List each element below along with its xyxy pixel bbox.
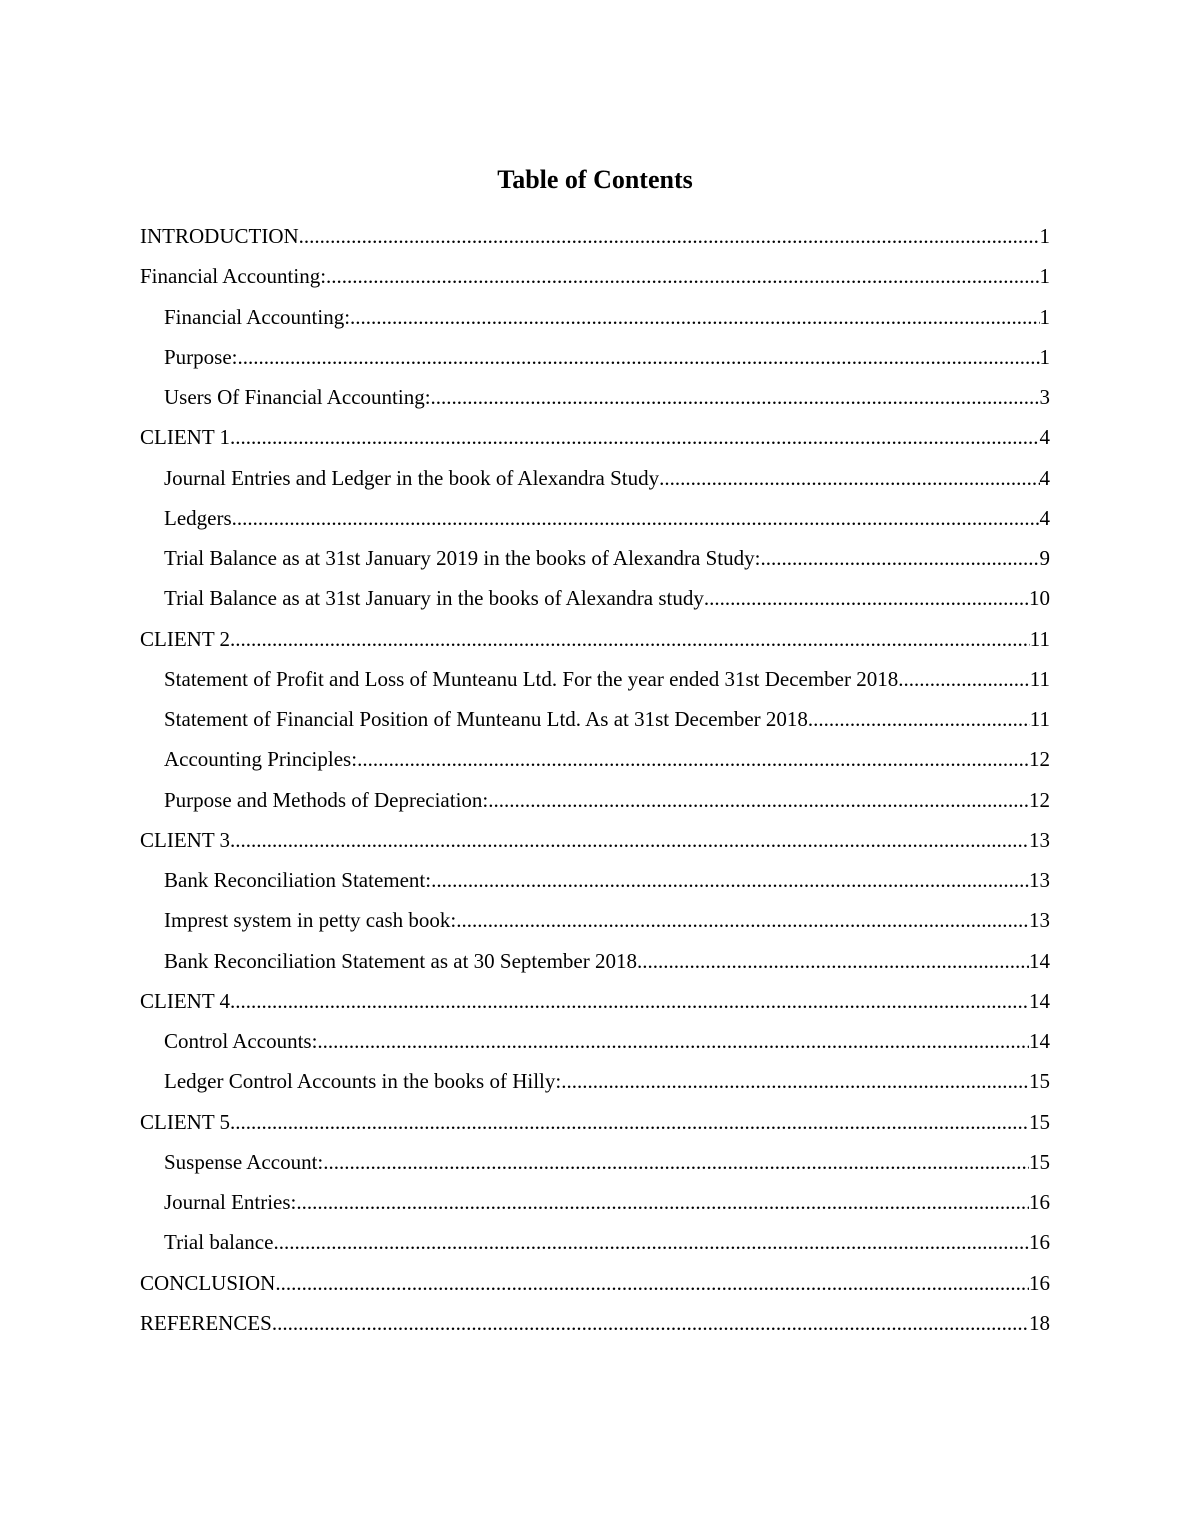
toc-entry[interactable] (140, 458, 1050, 498)
toc-entry-text: Imprest system in petty cash book: (164, 908, 457, 933)
toc-dot-leader (808, 699, 1030, 739)
toc-dot-leader (350, 297, 1039, 337)
toc-page-number: 18 (1029, 1310, 1050, 1335)
toc-page-number: 15 (1029, 1149, 1050, 1174)
toc-page-number: 15 (1029, 1069, 1050, 1094)
toc-entry-text: CONCLUSION (140, 1270, 276, 1295)
toc-dot-leader (659, 458, 1039, 498)
toc-dot-leader (760, 538, 1039, 578)
toc-page-number: 15 (1029, 1109, 1050, 1134)
toc-entry[interactable] (140, 297, 1050, 337)
page-title: Table of Contents (497, 165, 693, 194)
toc-entry[interactable] (140, 1142, 1050, 1182)
toc-dot-leader (230, 1102, 1029, 1142)
toc-dot-leader (299, 216, 1040, 256)
toc-entry[interactable] (140, 256, 1050, 296)
toc-dot-leader (431, 377, 1040, 417)
toc-entry[interactable] (140, 578, 1050, 618)
toc-entry-text: Financial Accounting: (164, 304, 351, 329)
toc-entry-text: Control Accounts: (164, 1029, 318, 1053)
toc-entry[interactable] (140, 538, 1050, 578)
toc-page-number: 4 (1039, 465, 1050, 490)
toc-entry[interactable] (140, 820, 1050, 860)
toc-page-number: 3 (1039, 385, 1050, 409)
toc-entry-text: CLIENT 2 (140, 626, 231, 651)
toc-entry-text: Purpose and Methods of Depreciation: (164, 787, 489, 812)
toc-entry-text: Journal Entries and Ledger in the book of Alexandra Study (164, 465, 660, 490)
toc-dot-leader (326, 256, 1039, 296)
toc-page-number: 13 (1029, 908, 1050, 933)
toc-entry-text: CLIENT 3 (140, 827, 231, 852)
toc-entry[interactable] (140, 860, 1050, 900)
toc-entry[interactable] (140, 1263, 1050, 1303)
toc-dot-leader (637, 941, 1029, 981)
toc-entry-text: REFERENCES (140, 1310, 272, 1335)
toc-entry[interactable] (140, 780, 1050, 820)
toc-entry-text: Purpose: (164, 344, 238, 369)
toc-entry-text: Bank Reconciliation Statement: (164, 868, 432, 892)
toc-page-number: 9 (1039, 546, 1050, 570)
toc-dot-leader (275, 1263, 1029, 1303)
toc-dot-leader (704, 578, 1029, 618)
toc-page-number: 14 (1029, 948, 1050, 973)
toc-entry[interactable] (140, 498, 1050, 538)
toc-dot-leader (230, 619, 1030, 659)
toc-page-number: 14 (1029, 988, 1050, 1013)
toc-entry[interactable] (140, 1061, 1050, 1101)
toc-dot-leader (561, 1061, 1029, 1101)
toc-page-number: 1 (1039, 264, 1050, 289)
toc-page-number: 13 (1029, 868, 1050, 892)
toc-entry[interactable] (140, 417, 1050, 457)
toc-entry[interactable] (140, 981, 1050, 1021)
toc-page-number: 12 (1029, 787, 1050, 812)
toc-dot-leader (456, 900, 1029, 940)
toc-page-number: 16 (1029, 1190, 1050, 1214)
toc-entry[interactable] (140, 1222, 1050, 1262)
toc-page-number: 16 (1029, 1270, 1050, 1295)
toc-dot-leader (296, 1182, 1029, 1222)
toc-entry-text: Ledger Control Accounts in the books of Hilly: (164, 1069, 562, 1094)
toc-entry-text: Trial Balance as at 31st January 2019 in the books of Alexandra Study: (164, 546, 761, 570)
toc-entry-text: CLIENT 5 (140, 1109, 231, 1134)
toc-entry-text: Ledgers (164, 505, 232, 530)
toc-page-number: 1 (1039, 224, 1050, 248)
toc-dot-leader (273, 1222, 1029, 1262)
toc-entry-text: Trial Balance as at 31st January in the books of Alexandra study (164, 586, 704, 611)
toc-entry[interactable] (140, 739, 1050, 779)
toc-entry-text: Users Of Financial Accounting: (164, 385, 431, 409)
toc-entry-text: Statement of Financial Position of Munteanu Ltd. As at 31st December 2018 (164, 707, 808, 731)
toc-entry-text: Journal Entries: (164, 1190, 297, 1214)
toc-dot-leader (230, 820, 1029, 860)
toc-entry[interactable] (140, 699, 1050, 739)
toc-entry[interactable] (140, 1102, 1050, 1142)
toc-page-number: 14 (1029, 1029, 1050, 1053)
toc-page-number: 11 (1029, 626, 1050, 651)
toc-entry[interactable] (140, 337, 1050, 377)
toc-dot-leader (488, 780, 1029, 820)
toc-entry[interactable] (140, 900, 1050, 940)
toc-entry-text: Statement of Profit and Loss of Munteanu Ltd. For the year ended 31st December 2018 (164, 666, 899, 691)
toc-entry[interactable] (140, 1303, 1050, 1343)
toc-entry-text: Trial balance (164, 1230, 274, 1255)
toc-dot-leader (230, 981, 1029, 1021)
toc-page-number: 1 (1039, 344, 1050, 369)
toc-entry[interactable] (140, 659, 1050, 699)
toc-dot-leader (317, 1021, 1029, 1061)
toc-dot-leader (232, 498, 1040, 538)
toc-entry[interactable] (140, 377, 1050, 417)
toc-page-number: 11 (1029, 707, 1050, 731)
toc-entry-text: Accounting Principles: (164, 747, 358, 772)
toc-entry-text: Bank Reconciliation Statement as at 30 September 2018 (164, 948, 637, 973)
toc-page-number: 12 (1029, 747, 1050, 772)
toc-dot-leader (238, 337, 1040, 377)
toc-page-number: 16 (1029, 1230, 1050, 1255)
toc-entry-text: INTRODUCTION (140, 224, 299, 248)
toc-entry-text: Financial Accounting: (140, 264, 327, 289)
toc-dot-leader (323, 1142, 1029, 1182)
toc-dot-leader (272, 1303, 1029, 1343)
toc-entry[interactable] (140, 1021, 1050, 1061)
toc-entry[interactable] (140, 619, 1050, 659)
toc-dot-leader (357, 739, 1029, 779)
toc-entry[interactable] (140, 941, 1050, 981)
toc-page-number: 4 (1039, 505, 1050, 530)
toc-entry-text: Suspense Account: (164, 1149, 324, 1174)
toc-entry-text: CLIENT 4 (140, 988, 231, 1013)
table-of-contents (140, 216, 1050, 1343)
toc-entry[interactable] (140, 1182, 1050, 1222)
toc-dot-leader (431, 860, 1029, 900)
toc-dot-leader (230, 417, 1039, 457)
toc-page-number: 1 (1039, 304, 1050, 329)
toc-dot-leader (898, 659, 1030, 699)
toc-page-number: 10 (1029, 586, 1050, 611)
toc-page-number: 13 (1029, 827, 1050, 852)
toc-page-number: 11 (1029, 666, 1050, 691)
toc-entry-text: CLIENT 1 (140, 425, 231, 450)
toc-entry[interactable] (140, 216, 1050, 256)
toc-page-number: 4 (1039, 425, 1050, 450)
